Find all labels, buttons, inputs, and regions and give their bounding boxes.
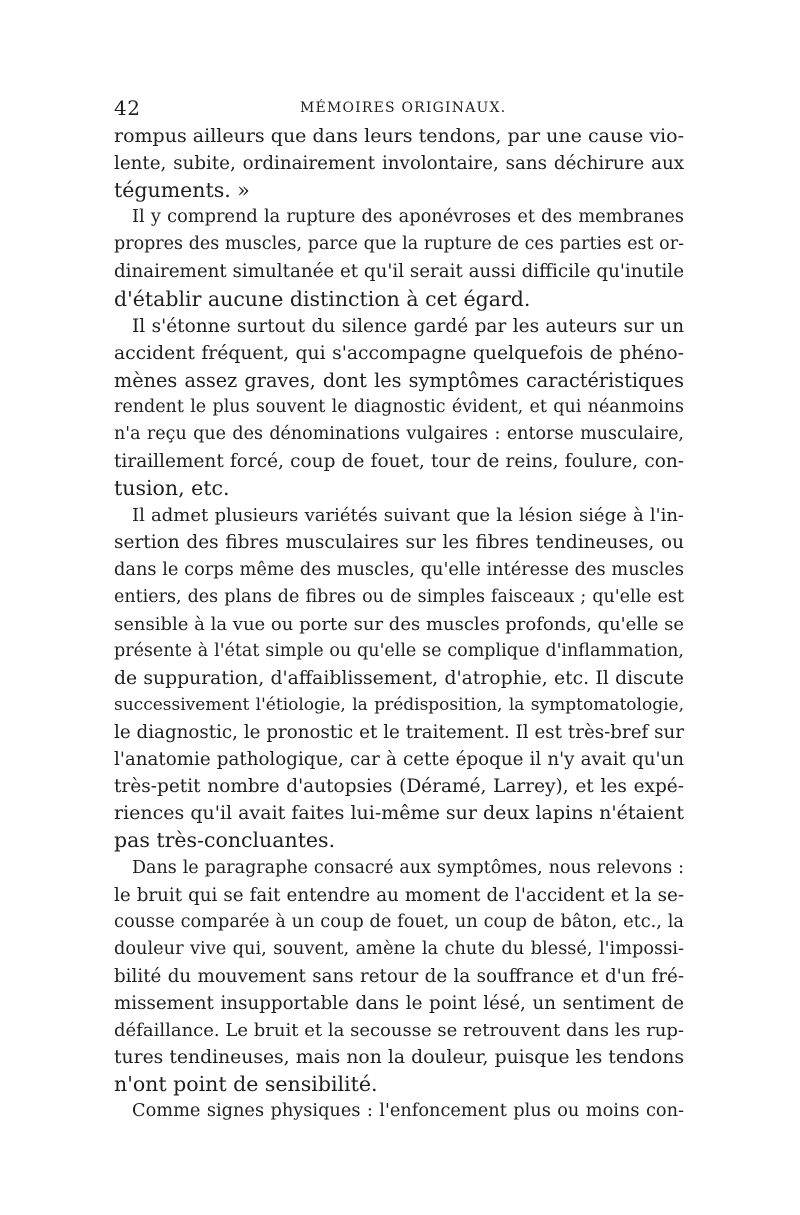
text-line: bilité du mouvement sans retour de la souffrance et d'un fré- — [114, 965, 684, 987]
text-line: tusion, etc. — [114, 476, 230, 501]
text-line: propres des muscles, parce que la rupture de ces parties est or- — [114, 234, 684, 255]
text-line: missement insupportable dans le point lésé, un sentiment de — [114, 993, 684, 1014]
text-line: mènes assez graves, dont les symptômes caractéristiques — [114, 368, 684, 392]
text-line: dans le corps même des muscles, qu'elle intéresse des muscles — [114, 559, 684, 580]
text-line: sertion des fibres musculaires sur les fibres tendineuses, ou — [114, 532, 684, 554]
running-title: MÉMOIRES ORIGINAUX. — [300, 100, 507, 116]
text-line: tures tendineuses, mais non la douleur, puisque les tendons — [114, 1047, 684, 1069]
text-line: tiraillement forcé, coup de fouet, tour de reins, foulure, con- — [114, 451, 684, 473]
running-head — [114, 96, 686, 122]
text-line: sensible à la vue ou porte sur des muscles profonds, qu'elle se — [114, 613, 684, 635]
text-line: le diagnostic, le pronostic et le traitement. Il est très-bref sur — [114, 722, 684, 744]
text-line: n'ont point de sensibilité. — [114, 1072, 378, 1097]
text-line: successivement l'étiologie, la prédisposition, la symptomatologie, — [114, 694, 684, 715]
text-line: l'anatomie pathologique, car à cette époque il n'y avait qu'un — [114, 749, 684, 771]
text-line: Comme signes physiques : l'enfoncement plus ou moins con- — [132, 1101, 684, 1122]
text-line: d'établir aucune distinction à cet égard. — [114, 286, 531, 311]
text-line: pas très-concluantes. — [114, 828, 336, 853]
text-line: entiers, des plans de fibres ou de simples faisceaux ; qu'elle est — [114, 586, 684, 607]
text-line: Il s'étonne surtout du silence gardé par les auteurs sur un — [132, 315, 684, 337]
text-line: rompus ailleurs que dans leurs tendons, par une cause vio- — [114, 125, 684, 147]
text-line: accident fréquent, qui s'accompagne quelquefois de phéno- — [114, 342, 684, 364]
body-text — [114, 123, 684, 1125]
text-line: téguments. » — [114, 178, 250, 203]
text-line: n'a reçu que des dénominations vulgaires : entorse musculaire, — [114, 424, 684, 445]
text-line: lente, subite, ordinairement involontaire, sans déchirure aux — [114, 153, 684, 175]
text-line: de suppuration, d'affaiblissement, d'atrophie, etc. Il discute — [114, 667, 684, 689]
text-line: Il admet plusieurs variétés suivant que la lésion siége à l'in- — [132, 505, 684, 527]
text-line: douleur vive qui, souvent, amène la chute du blessé, l'impossi- — [114, 938, 684, 959]
text-line: Il y comprend la rupture des aponévroses et des membranes — [132, 207, 684, 228]
text-line: défaillance. Le bruit et la secousse se retrouvent dans les rup- — [114, 1020, 684, 1042]
text-line: très-petit nombre d'autopsies (Déramé, Larrey), et les expé- — [114, 776, 684, 798]
text-line: cousse comparée à un coup de fouet, un coup de bâton, etc., la — [114, 911, 684, 932]
page-number: 42 — [114, 96, 141, 120]
text-line: présente à l'état simple ou qu'elle se complique d'inflammation, — [114, 640, 684, 661]
text-line: le bruit qui se fait entendre au moment de l'accident et la se- — [114, 884, 684, 906]
text-line: dinairement simultanée et qu'il serait aussi difficile qu'inutile — [114, 261, 684, 283]
text-line: riences qu'il avait faites lui-même sur deux lapins n'étaient — [114, 802, 684, 825]
text-line: rendent le plus souvent le diagnostic évident, et qui néanmoins — [114, 396, 684, 417]
text-line: Dans le paragraphe consacré aux symptômes, nous relevons : — [132, 857, 684, 878]
